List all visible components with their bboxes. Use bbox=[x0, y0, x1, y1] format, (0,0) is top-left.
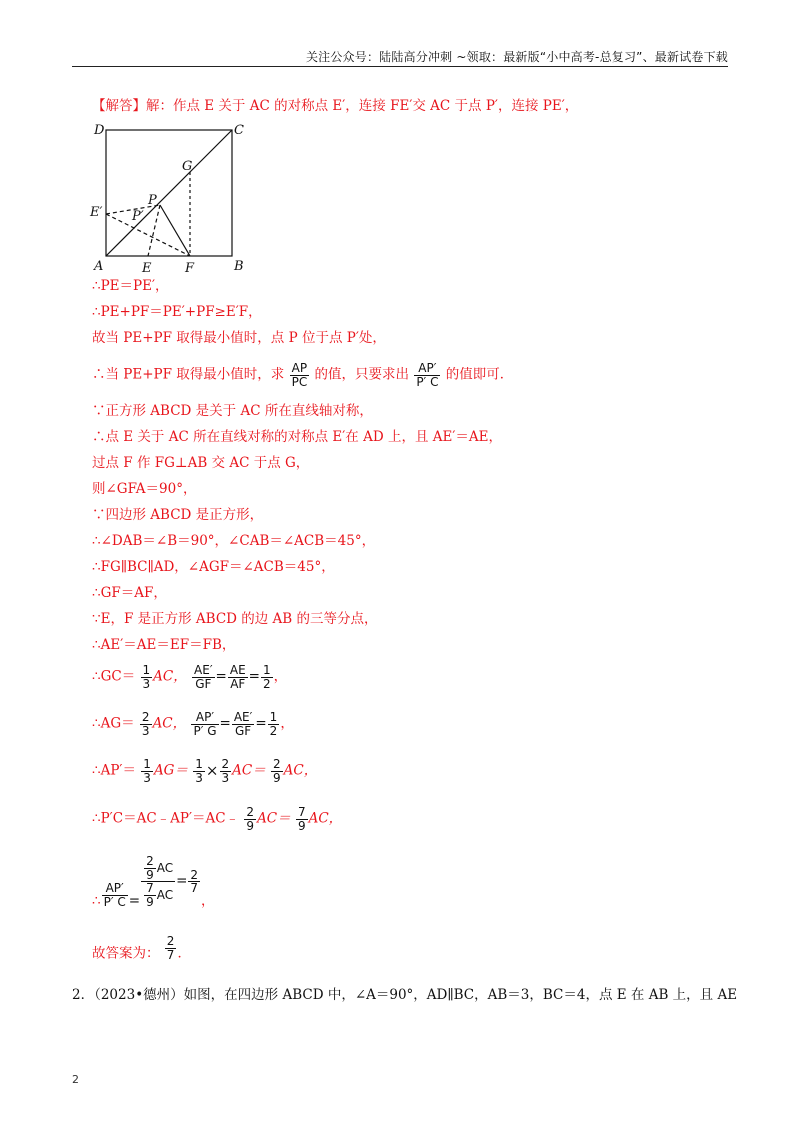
fraction-1-3-c: $\frac{1}{3}$ bbox=[195, 757, 203, 785]
label-a: A bbox=[94, 259, 104, 274]
fraction-ap2-p2g: $\frac{AP'}{P' G}$ bbox=[193, 710, 217, 738]
page-header: 关注公众号：陆陆高分冲刺 ~领取：最新版“小中高考-总复习”、最新试卷下载 bbox=[305, 50, 728, 64]
fraction-2-7: $\frac{2}{7}$ bbox=[190, 867, 199, 896]
question-2: 2．（2023•德州）如图，在四边形 ABCD 中，∠A＝90°，AD∥BC，AB＝3，BC＝4，点 E 在 AB 上，且 AE bbox=[72, 987, 738, 1003]
label-b: B bbox=[234, 259, 244, 274]
label-p: P bbox=[148, 193, 157, 208]
fraction-1-2: $\frac{1}{2}$ bbox=[262, 663, 271, 691]
fraction-7-9: $\frac{7}{9}$ bbox=[297, 805, 306, 833]
step-17: ∴AP′＝ $\frac{1}{3}$ AG＝ $\frac{1}{3}$ × $\frac{2}{3}$ AC＝ $\frac{2}{9}$ AC， bbox=[92, 757, 318, 785]
fraction-2-9: $\frac{2}{9}$ bbox=[273, 757, 281, 785]
step-3: 故当 PE+PF 取得最小值时，点 P 位于点 P′处， bbox=[92, 330, 386, 346]
step-12: ∴GF＝AF， bbox=[92, 585, 167, 601]
label-e-prime: E′ bbox=[90, 205, 103, 220]
step-13: ∵E，F 是正方形 ABCD 的边 AB 的三等分点， bbox=[92, 611, 378, 627]
fraction-1-3: $\frac{1}{3}$ bbox=[142, 663, 151, 691]
label-d: D bbox=[94, 123, 105, 138]
answer-bracket: 【解答】 bbox=[92, 98, 146, 114]
fraction-1-3-b: $\frac{1}{3}$ bbox=[143, 757, 151, 785]
diagonal-ac bbox=[106, 130, 232, 256]
label-p-prime: P′ bbox=[132, 209, 144, 224]
step-18: ∴P′C＝AC﹣AP′＝AC﹣ $\frac{2}{9}$ AC＝ $\frac{7}{9}$ AC， bbox=[92, 805, 343, 833]
label-c: C bbox=[234, 123, 244, 138]
fraction-ap-pc: $\frac{AP}{PC}$ bbox=[291, 361, 308, 389]
fraction-ap2-p2c-b: $\frac{AP'}{P' C}$ bbox=[103, 881, 126, 909]
header-divider bbox=[72, 66, 728, 67]
step-6: ∴点 E 关于 AC 所在直线对称的对称点 E′在 AD 上，且 AE′＝AE， bbox=[92, 429, 503, 445]
complex-fraction: $\frac{2}{9}$ AC $\frac{7}{9}$ AC bbox=[141, 855, 175, 908]
fraction-ae-af: $\frac{AE}{AF}$ bbox=[229, 663, 246, 691]
step-4 bbox=[92, 362, 513, 388]
fraction-ap2-p2c: $\frac{AP'}{P' C}$ bbox=[416, 361, 439, 389]
step-4-b: 的值，只要求出 bbox=[314, 366, 410, 383]
fraction-2-9-b: $\frac{2}{9}$ bbox=[246, 805, 255, 833]
fraction-1-2-b: $\frac{1}{2}$ bbox=[269, 710, 278, 738]
step-8: 则∠GFA＝90°， bbox=[92, 481, 197, 497]
step-9: ∵四边形 ABCD 是正方形， bbox=[92, 507, 264, 523]
step-15: ∴GC＝ $\frac{1}{3}$ AC， $\frac{AE'}{GF}$ = $\frac{AE}{AF}$ = $\frac{1}{2}$ ， bbox=[92, 663, 288, 691]
fraction-2-3: $\frac{2}{3}$ bbox=[141, 710, 150, 738]
fraction-2-3-b: $\frac{2}{3}$ bbox=[221, 757, 230, 785]
square-figure bbox=[88, 118, 268, 278]
step-7: 过点 F 作 FG⊥AB 交 AC 于点 G， bbox=[92, 455, 310, 471]
fraction-2-7-answer: $\frac{2}{7}$ bbox=[166, 934, 175, 962]
step-1: ∴PE＝PE′， bbox=[92, 278, 169, 294]
step-19: ∴ $\frac{AP'}{P' C}$ = $\frac{2}{9}$ AC $\frac{7}{9}$ AC = $\frac{2}{7}$ ， bbox=[92, 854, 215, 909]
fraction-ae2-gf: $\frac{AE'}{GF}$ bbox=[194, 663, 213, 691]
final-answer: 故答案为： $\frac{2}{7}$ ． bbox=[92, 934, 191, 962]
label-f: F bbox=[185, 261, 195, 276]
step-16: ∴AG＝ $\frac{2}{3}$ AC， $\frac{AP'}{P' G}$ = $\frac{AE'}{GF}$ = $\frac{1}{2}$ ， bbox=[92, 710, 294, 738]
page-number: 2 bbox=[72, 1073, 79, 1086]
intro-text: 解：作点 E 关于 AC 的对称点 E′，连接 FE′交 AC 于点 P′，连接 PE′， bbox=[146, 98, 579, 114]
label-g: G bbox=[182, 159, 193, 174]
step-2: ∴PE+PF＝PE′+PF≥E′F， bbox=[92, 304, 262, 320]
step-4-c: 的值即可． bbox=[445, 366, 514, 383]
label-e: E bbox=[142, 261, 152, 276]
step-14: ∴AE′＝AE＝EF＝FB， bbox=[92, 637, 236, 653]
step-10: ∴∠DAB＝∠B＝90°，∠CAB＝∠ACB＝45°， bbox=[92, 533, 376, 549]
solution-intro bbox=[92, 100, 578, 114]
step-4-a: ∴当 PE+PF 取得最小值时，求 bbox=[92, 366, 285, 383]
fraction-ae2-gf-2: $\frac{AE'}{GF}$ bbox=[233, 710, 253, 738]
step-5: ∵正方形 ABCD 是关于 AC 所在直线轴对称， bbox=[92, 403, 373, 419]
step-11: ∴FG∥BC∥AD，∠AGF＝∠ACB＝45°， bbox=[92, 559, 335, 575]
